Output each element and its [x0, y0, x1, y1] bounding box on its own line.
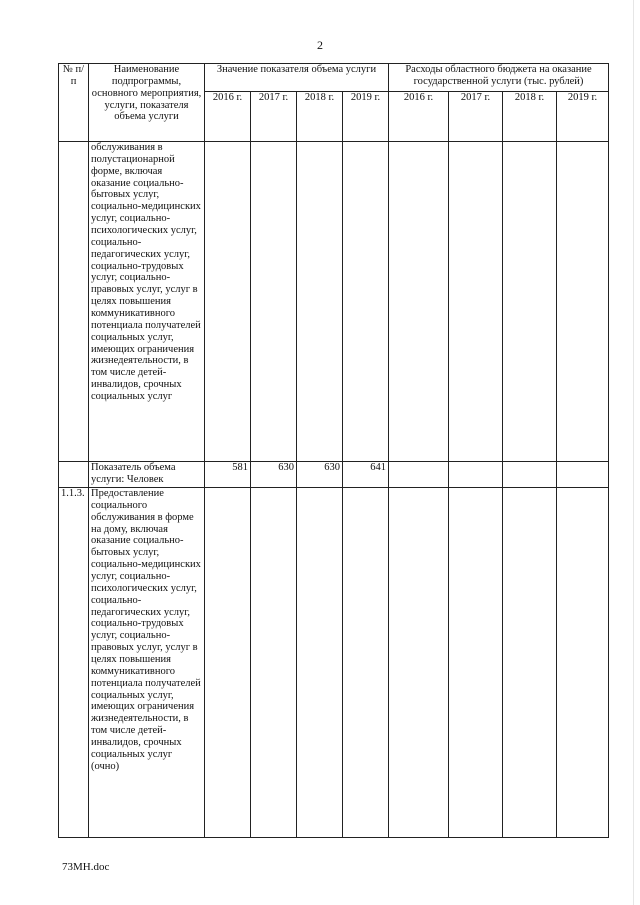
header-budget-year: 2018 г. [503, 92, 557, 142]
volume-value: 581 [205, 462, 251, 488]
budget-value [449, 462, 503, 488]
header-volume-year: 2019 г. [343, 92, 389, 142]
row-number [59, 142, 89, 462]
footer-filename: 73МН.doc [62, 861, 110, 873]
table-row [59, 462, 609, 488]
volume-value [343, 488, 389, 838]
budget-value [389, 488, 449, 838]
budget-value [449, 142, 503, 462]
budget-value [503, 142, 557, 462]
header-name: Наименование подпрограммы, основного мероприятия, услуги, показателя объема услуги [89, 64, 205, 142]
volume-value: 641 [343, 462, 389, 488]
budget-value [557, 142, 609, 462]
header-budget-year: 2016 г. [389, 92, 449, 142]
header-budget-year: 2017 г. [449, 92, 503, 142]
header-volume-year: 2018 г. [297, 92, 343, 142]
budget-value [503, 462, 557, 488]
header-volume-year: 2016 г. [205, 92, 251, 142]
row-number [59, 462, 89, 488]
header-num: № п/п [59, 64, 89, 142]
header-volume-year: 2017 г. [251, 92, 297, 142]
header-row-1 [59, 64, 609, 92]
scan-edge [633, 0, 634, 905]
volume-value: 630 [251, 462, 297, 488]
page-number: 2 [317, 38, 323, 52]
header-budget-year: 2019 г. [557, 92, 609, 142]
budget-value [449, 488, 503, 838]
document-table [58, 63, 609, 838]
volume-value [297, 142, 343, 462]
budget-value [389, 462, 449, 488]
volume-value: 630 [297, 462, 343, 488]
volume-value [205, 142, 251, 462]
volume-value [297, 488, 343, 838]
budget-value [389, 142, 449, 462]
volume-value [251, 142, 297, 462]
volume-value [205, 488, 251, 838]
table-row [59, 488, 609, 838]
budget-value [557, 462, 609, 488]
header-volume-group: Значение показателя объема услуги [205, 64, 389, 92]
row-name: Предоставление социального обслуживания в форме на дому, включая оказание социально-бытовых услуг, социально-медицинских услуг, социально-психологических услуг, социально-педагогических услуг, социально-трудовых услуг, социально-правовых услуг, услуг в целях повышения коммуникативного потенциала получателей социальных услуг, имеющих ограничения жизнедеятельности, в том числе детей-инвалидов, срочных социальных услуг (очно) [89, 488, 205, 838]
volume-value [343, 142, 389, 462]
volume-value [251, 488, 297, 838]
header-budget-group: Расходы областного бюджета на оказание государственной услуги (тыс. рублей) [389, 64, 609, 92]
row-number: 1.1.3. [59, 488, 89, 838]
row-name: Показатель объема услуги: Человек [89, 462, 205, 488]
budget-value [557, 488, 609, 838]
table-row [59, 142, 609, 462]
row-name: обслуживания в полустационарной форме, включая оказание социально-бытовых услуг, социально-медицинских услуг, социально-психологических услуг, социально-педагогических услуг, социально-трудовых услуг, социально-правовых услуг, услуг в целях повышения коммуникативного потенциала получателей социальных услуг, имеющих ограничения жизнедеятельности, в том числе детей-инвалидов, срочных социальных услуг [89, 142, 205, 462]
budget-value [503, 488, 557, 838]
